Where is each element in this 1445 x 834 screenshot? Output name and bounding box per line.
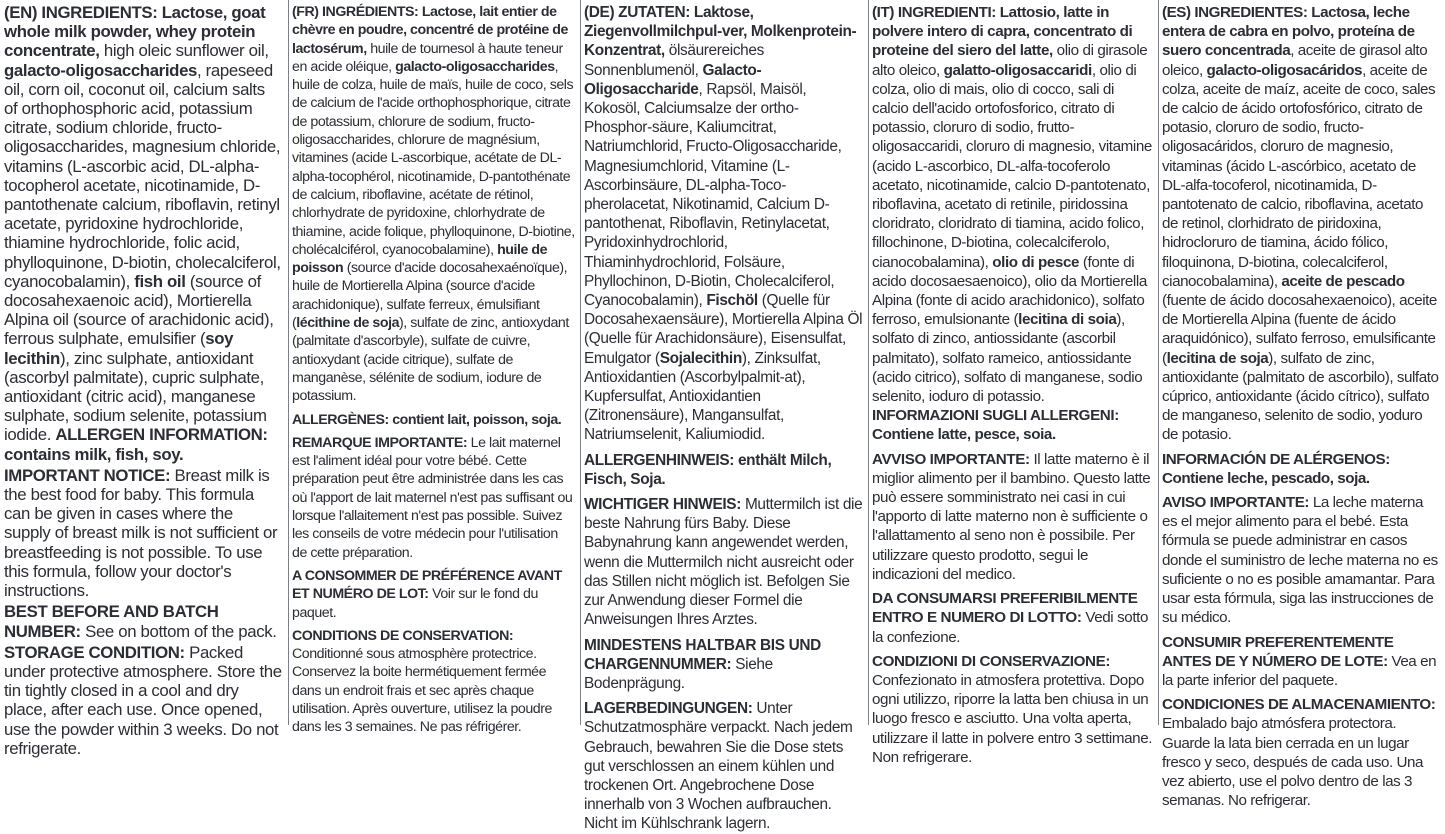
storage-paragraph <box>872 652 1154 767</box>
allergen-paragraph <box>1162 450 1441 488</box>
bold-text-segment: galacto-oligosaccharides <box>4 60 198 80</box>
bold-text-segment: (EN) INGREDIENTS: Lactose, goat whole milk powder, whey protein concentrate, <box>4 3 266 61</box>
text-segment: Unter Schutzatmosphäre verpackt. Nach jedem Gebrauch, bewahren Sie die Dose stets gut verschlossen an einem kühlen und trockenen Ort. Angebrochene Dose innerhalb von 3 Wochen aufbrauchen. Nicht im Kühlschrank lagern. <box>584 700 853 833</box>
important-notice-paragraph <box>4 466 282 600</box>
text-segment: (fuente de ácido docosahexaenoico), aceite de Mortierella Alpina (fuente de ácido araquidónico), sulfato ferroso, emulsificante ( <box>1162 292 1437 367</box>
column-divider <box>288 0 289 725</box>
text-segment: ), sulfato de zinc, antioxidante (palmitato de ascorbilo), sulfato cúprico, antioxidante (ácido cítrico), sulfato de manganeso, selenito de sodio, yoduro de potasio. <box>1162 349 1439 444</box>
text-segment: , aceite de girasol alto oleico, <box>1162 42 1428 79</box>
text-segment: Confezionato in atmosfera protettiva. Dopo ogni utilizzo, riporre la latta ben chiusa in un luogo fresco e asciutto. Una volta aperta, utilizzare il latte in polvere entro 3 settimane. Non refrigerare. <box>872 671 1153 766</box>
bold-text-segment: fish oil <box>134 271 186 291</box>
text-segment: , rapeseed oil, corn oil, coconut oil, calcium salts of orthophosphoric acid, potassium citrate, sodium chloride, fructo-oligosaccharides, magnesium chloride, vitamins (L-ascorbic acid, DL-alpha-tocopherol acetate, nicotinamide, D-pantothenate calcium, riboflavin, retinyl acetate, pyridoxine hydrochloride, thiamine hydrochloride, folic acid, phylloquinone, D-biotin, cholecalciferol, cyanocobalamin), <box>4 60 281 291</box>
column-spanish <box>1160 0 1445 810</box>
storage-paragraph <box>4 643 282 758</box>
bold-text-segment: soy lecithin <box>4 329 234 368</box>
text-segment: See on bottom of the pack. <box>80 621 277 641</box>
column-french <box>290 0 580 736</box>
bold-text-segment: ALLERGENHINWEIS: enthält Milch, Fisch, Soja. <box>584 451 832 488</box>
bold-text-segment: CONDIZIONI DI CONSERVAZIONE: <box>872 652 1110 670</box>
text-segment: ), zinc sulphate, antioxidant (ascorbyl palmitate), cupric sulphate, antioxidant (citric acid), manganese sulphate, sodium selenite, potassium iodide. <box>4 348 267 445</box>
bold-text-segment: STORAGE CONDITION: <box>4 642 185 662</box>
text-segment: ), Zinksulfat, Antioxidantien (Ascorbylpalmit-at), Kupfersulfat, Antioxidantien (Zitronensäure), Mangansulfat, Natriumselenit, Kaliumiodid. <box>584 349 821 444</box>
best-before-paragraph <box>584 636 864 694</box>
bold-text-segment: CONSUMIR PREFERENTEMENTE ANTES DE Y NÚMERO DE LOTE: <box>1162 633 1394 670</box>
bold-text-segment: galacto-oligosaccharides <box>395 58 555 75</box>
bold-text-segment: huile de poisson <box>292 241 548 277</box>
text-segment: olio di girasole alto oleico, <box>872 42 1148 79</box>
text-segment: Embalado bajo atmósfera protectora. Guarde la lata bien cerrada en un lugar fresco y seco, después de cada uso. Una vez abierto, use el polvo dentro de las 3 semanas. No refrigerar. <box>1162 715 1424 810</box>
text-segment: ), solfato di zinco, antiossidante (ascorbil palmitato), solfato rameico, antiossidante (acido citrico), solfato di manganese, sodio selenito, ioduro di potassio. <box>872 311 1143 406</box>
text-segment: ), sulfate de zinc, antioxydant (palmitate d'ascorbyle), sulfate de cuivre, antioxydant (acide citrique), sulfate de manganèse, sélénite de sodium, iodure de potassium. <box>292 315 569 405</box>
bold-text-segment: AVISO IMPORTANTE: <box>1162 494 1310 512</box>
bold-text-segment: (FR) INGRÉDIENTS: Lactose, lait entier de chèvre en poudre, concentré de protéine de lactosérum, <box>292 4 568 57</box>
bold-text-segment: (ES) INGREDIENTES: Lactosa, leche entera de cabra en polvo, proteína de suero concentrada <box>1162 4 1415 60</box>
text-segment: , Rapsöl, Maisöl, Kokosöl, Calciumsalze der ortho-Phosphor-säure, Kaliumcitrat, Natriumchlorid, Fructo-Oligosaccharide, Magnesiumchlorid, Vitamine (L-Ascorbinsäure, DL-alpha-Toco-pherolacetat, Nikotinamid, Calcium D-pantothenat, Riboflavin, Retinylacetat, Pyridoxinhydrochlorid, Thiaminhydrochlorid, Folsäure, Phyllochinon, D-Biotin, Cholecalciferol, Cyanocobalamin), <box>584 80 842 310</box>
column-divider <box>580 0 581 725</box>
column-divider <box>868 0 869 725</box>
text-segment: Voir sur le fond du paquet. <box>292 586 538 621</box>
bold-text-segment: IMPORTANT NOTICE: <box>4 465 171 485</box>
bold-text-segment: ALLERGEN INFORMATION: contains milk, fish, soy. <box>4 425 268 464</box>
important-notice-paragraph <box>584 495 864 629</box>
bold-text-segment: lecitina de soja <box>1166 349 1269 367</box>
bold-text-segment: Fischöl <box>706 292 758 310</box>
text-segment: , huile de colza, huile de maïs, huile de coco, sels de calcium de l'acide orthophosphorique, citrate de potassium, chlorure de sodium, fructo-oligosaccharides, chlorure de magnésium, vitamines (acide L-ascorbique, acétate de DL-alpha-tocophérol, nicotinamide, D-pantothénate de calcium, riboflavine, acétate de rétinol, chlorhydrate de pyridoxine, chlorhydrate de thiamine, acide folique, phylloquinone, D-biotine, cholécalciférol, cyanocobalamine), <box>292 58 575 258</box>
bold-text-segment: CONDICIONES DE ALMACENAMIENTO: <box>1162 696 1436 714</box>
bold-text-segment: WICHTIGER HINWEIS: <box>584 496 742 514</box>
text-segment: , aceite de colza, aceite de maíz, aceite de coco, sales de calcio de ácido ortofosfórico, citrato de potasio, cloruro de sodio, fructo-oligosacáridos, cloruro de magnesio, vitaminas (ácido L-ascórbico, acetato de DL-alfa-tocoferol, nicotinamida, D-pantotenato de calcio, riboflavina, acetato de retinol, clorhidrato de piridoxina, hidrocloruro de tiamina, ácido fólico, filoquinona, D-biotina, colecalciferol, cianocobalamina), <box>1162 61 1436 290</box>
column-italian <box>870 0 1158 766</box>
important-notice-paragraph <box>1162 493 1441 627</box>
text-segment: Vedi sotto la confezione. <box>872 609 1149 646</box>
text-segment: ölsäurereiches Sonnenblumenöl, <box>584 42 764 79</box>
best-before-paragraph <box>872 589 1154 647</box>
text-segment: Vea en la parte inferior del paquete. <box>1162 652 1437 689</box>
text-segment: Breast milk is the best food for baby. This formula can be given in cases where the supply of breast milk is not sufficient or breastfeeding is not possible. To use this formula, follow your doctor's instructions. <box>4 465 278 601</box>
ingredients-paragraph <box>292 3 576 406</box>
bold-text-segment: lecitina di soia <box>1018 311 1117 329</box>
best-before-paragraph <box>292 567 576 622</box>
bold-text-segment: MINDESTENS HALTBAR BIS UND CHARGENNUMMER: <box>584 636 821 673</box>
bold-text-segment: A CONSOMMER DE PRÉFÉRENCE AVANT ET NUMÉRO DE LOT: <box>292 567 562 603</box>
bold-text-segment: DA CONSUMARSI PREFERIBILMENTE ENTRO E NUMERO DI LOTTO: <box>872 590 1138 627</box>
bold-text-segment: INFORMAZIONI SUGLI ALLERGENI: Contiene latte, pesce, soia. <box>872 407 1119 444</box>
column-german <box>582 0 868 833</box>
best-before-paragraph <box>4 602 282 640</box>
text-segment: (source of docosahexaenoic acid), Mortierella Alpina oil (source of arachidonic acid), ferrous sulphate, emulsifier ( <box>4 271 274 349</box>
bold-text-segment: CONDITIONS DE CONSERVATION: <box>292 627 514 644</box>
ingredients-paragraph <box>584 3 864 445</box>
column-english <box>0 0 286 758</box>
ingredients-paragraph <box>1162 3 1441 445</box>
text-segment: Conditionné sous atmosphère protectrice. Conservez la boite hermétiquement fermée dans un endroit frais et sec après chaque utilisation. Après ouverture, utilisez la poudre dans les 3 semaines. Ne pas réfrigérer. <box>292 646 552 736</box>
text-segment: , olio di colza, olio di mais, olio di cocco, sali di calcio dell'acido ortofosforico, citrato di potassio, cloruro di sodio, frutto-oligosaccaridi, cloruro di magnesio, vitamine (acido L-ascorbico, DL-alfa-tocoferolo acetato, nicotinamide, calcio D-pantotenato, riboflavina, acetato di retinile, piridossina cloridrato, cloridrato di tiamina, acido folico, fillochinone, D-biotina, colecalciferolo, cianocobalamina), <box>872 61 1152 271</box>
bold-text-segment: (IT) INGREDIENTI: Lattosio, latte in polvere intero di capra, concentrato di proteine del siero del latte, <box>872 4 1133 60</box>
ingredients-paragraph <box>872 3 1154 445</box>
bold-text-segment: ALLERGÈNES: contient lait, poisson, soja. <box>292 411 562 428</box>
text-segment: (fonte di acido docosaesaenoico), olio da Mortierella Alpina (fonte di acido arachidonico), solfato ferroso, emulsionante ( <box>872 253 1147 329</box>
important-notice-paragraph <box>292 434 576 562</box>
bold-text-segment: BEST BEFORE AND BATCH NUMBER: <box>4 602 219 641</box>
bold-text-segment: olio di pesce <box>992 253 1080 271</box>
bold-text-segment: LAGERBEDINGUNGEN: <box>584 700 753 718</box>
bold-text-segment: aceite de pescado <box>1281 272 1405 290</box>
text-segment: Le lait maternel est l'aliment idéal pour votre bébé. Cette préparation peut être administrée dans les cas où l'apport de lait maternel n'est pas suffisant ou lorsque l'allaitement n'est pas possible. Suivez les conseils de votre médecin pour l'utilisation de cette préparation. <box>292 434 573 561</box>
storage-paragraph <box>584 699 864 833</box>
text-segment: huile de tournesol à haute teneur en acide oléique, <box>292 40 563 75</box>
important-notice-paragraph <box>872 450 1154 584</box>
bold-text-segment: Sojalecithin <box>659 349 742 367</box>
text-segment: (source d'acide docosahexaénoïque), huile de Mortierella Alpina (source d'acide arachidonique), sulfate ferreux, émulsifiant ( <box>292 260 568 332</box>
ingredients-paragraph <box>4 3 282 464</box>
allergen-paragraph <box>292 411 576 429</box>
text-segment: Siehe Bodenprägung. <box>584 655 773 692</box>
column-divider <box>1158 0 1159 725</box>
bold-text-segment: REMARQUE IMPORTANTE: <box>292 434 468 451</box>
best-before-paragraph <box>1162 633 1441 691</box>
bold-text-segment: galatto-oligosaccaridi <box>943 61 1092 79</box>
text-segment: (Quelle für Docosahexaensäure), Mortierella Alpina Öl (Quelle für Arachidonsäure), Eisensulfat, Emulgator ( <box>584 292 863 367</box>
bold-text-segment: AVVISO IMPORTANTE: <box>872 450 1030 468</box>
text-segment: high oleic sunflower oil, <box>103 41 269 61</box>
bold-text-segment: galacto-oligosacáridos <box>1206 61 1363 79</box>
bold-text-segment: INFORMACIÓN DE ALÉRGENOS: Contiene leche, pescado, soja. <box>1162 450 1390 487</box>
text-segment: La leche materna es el mejor alimento para el bebé. Esta fórmula se puede administrar en casos donde el suministro de leche materna no es suficiente o no es posible amamantar. Para usar esta fórmula, siga las instrucciones de su médico. <box>1162 494 1438 627</box>
bold-text-segment: Galacto-Oligosaccharide <box>584 61 762 98</box>
storage-paragraph <box>292 627 576 737</box>
bold-text-segment: lécithine de soja <box>296 315 400 332</box>
text-segment: Il latte materno è il miglior alimento per il bambino. Questo latte può essere somministrato nei casi in cui l'apporto di latte materno non è sufficiente o l'allattamento al seno non è possibile. Per utilizzare questo prodotto, segui le indicazioni del medico. <box>872 450 1151 583</box>
text-segment: Muttermilch ist die beste Nahrung fürs Baby. Diese Babynahrung kann angewendet werden, wenn die Muttermilch nicht ausreicht oder das Stillen nicht möglich ist. Befolgen Sie zur Anwendung dieser Formel die Anweisungen Ihres Arztes. <box>584 496 863 629</box>
bold-text-segment: (DE) ZUTATEN: Laktose, Ziegenvollmilchpul-ver, Molkenprotein-Konzentrat, <box>584 4 857 60</box>
text-segment: Packed under protective atmosphere. Store the tin tightly closed in a cool and dry place, after each use. Once opened, use the powder within 3 weeks. Do not refrigerate. <box>4 642 282 758</box>
allergen-paragraph <box>584 451 864 489</box>
storage-paragraph <box>1162 695 1441 810</box>
